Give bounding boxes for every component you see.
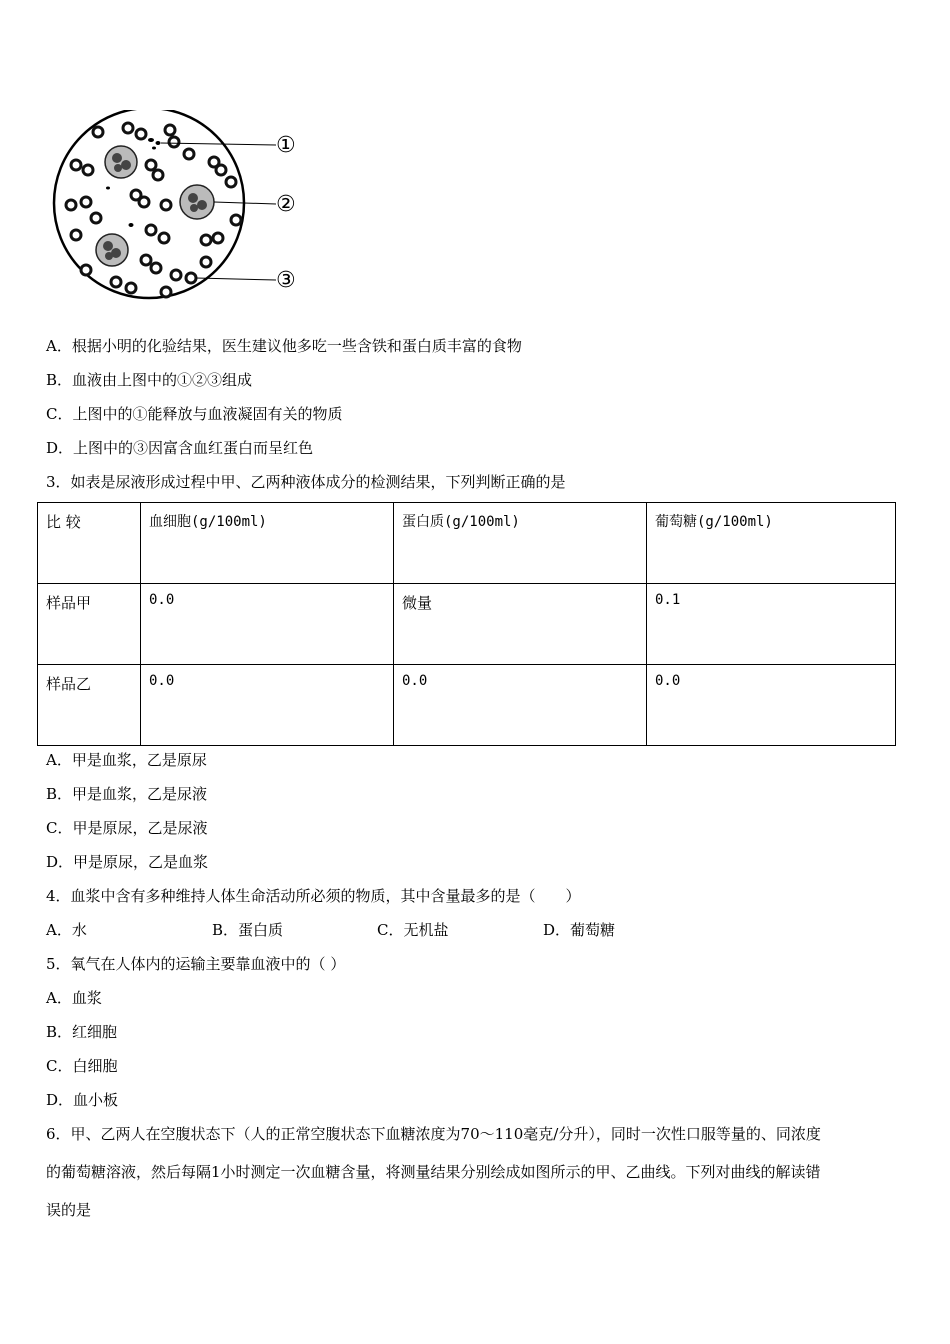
q2-option-d: D．上图中的③因富含血红蛋白而呈红色 (46, 439, 314, 457)
table-cell: 0.0 (141, 665, 394, 746)
table-header-cell: 葡萄糖(g/100ml) (647, 503, 896, 584)
figure-label-1: ① (276, 133, 296, 158)
q5-option-c: C．白细胞 (46, 1057, 118, 1075)
q4-option-a: A．水 (46, 921, 87, 939)
q3-option-d: D．甲是原尿，乙是血浆 (46, 853, 209, 871)
table-cell: 微量 (394, 584, 647, 665)
table-row (38, 584, 896, 665)
q2-option-a: A．根据小明的化验结果，医生建议他多吃一些含铁和蛋白质丰富的食物 (46, 337, 522, 355)
q5-question: 5．氧气在人体内的运输主要靠血液中的（ ） (46, 955, 346, 973)
q4-question: 4．血浆中含有多种维持人体生命活动所必须的物质，其中含量最多的是（ ） (46, 887, 581, 905)
q6-line-1: 6．甲、乙两人在空腹状态下（人的正常空腹状态下血糖浓度为70～110毫克/分升），同时一次性口服等量的、同浓度 (46, 1125, 821, 1143)
blood-smear-illustration (46, 110, 306, 310)
q6-line-3: 误的是 (46, 1201, 92, 1219)
q3-data-table (37, 502, 896, 746)
q4-option-c: C．无机盐 (377, 921, 449, 939)
q6-line-2: 的葡萄糖溶液，然后每隔1小时测定一次血糖含量，将测量结果分别绘成如图所示的甲、乙曲线。下列对曲线的解读错 (46, 1163, 821, 1181)
table-cell: 0.1 (647, 584, 896, 665)
table-header-cell: 血细胞(g/100ml) (141, 503, 394, 584)
q2-option-c: C．上图中的①能释放与血液凝固有关的物质 (46, 405, 343, 423)
q3-question: 3．如表是尿液形成过程中甲、乙两种液体成分的检测结果，下列判断正确的是 (46, 473, 566, 491)
figure-label-2: ② (276, 192, 296, 217)
table-header-row (38, 503, 896, 584)
table-cell: 样品甲 (38, 584, 141, 665)
table-header-cell: 蛋白质(g/100ml) (394, 503, 647, 584)
q4-options-row (46, 920, 746, 940)
table-cell: 样品乙 (38, 665, 141, 746)
q3-option-a: A．甲是血浆，乙是原尿 (46, 751, 207, 769)
figure-label-3: ③ (276, 268, 296, 293)
q4-option-b: B．蛋白质 (212, 921, 284, 939)
table-cell: 0.0 (141, 584, 394, 665)
q5-option-a: A．血浆 (46, 989, 102, 1007)
q5-option-d: D．血小板 (46, 1091, 119, 1109)
q2-option-b: B．血液由上图中的①②③组成 (46, 371, 253, 389)
q4-option-d: D．葡萄糖 (543, 921, 616, 939)
table-row (38, 665, 896, 746)
q3-option-b: B．甲是血浆，乙是尿液 (46, 785, 208, 803)
table-cell: 0.0 (394, 665, 647, 746)
blood-smear-figure (46, 110, 306, 310)
table-header-cell: 比 较 (38, 503, 141, 584)
table-cell: 0.0 (647, 665, 896, 746)
q5-option-b: B．红细胞 (46, 1023, 118, 1041)
q3-option-c: C．甲是原尿，乙是尿液 (46, 819, 208, 837)
